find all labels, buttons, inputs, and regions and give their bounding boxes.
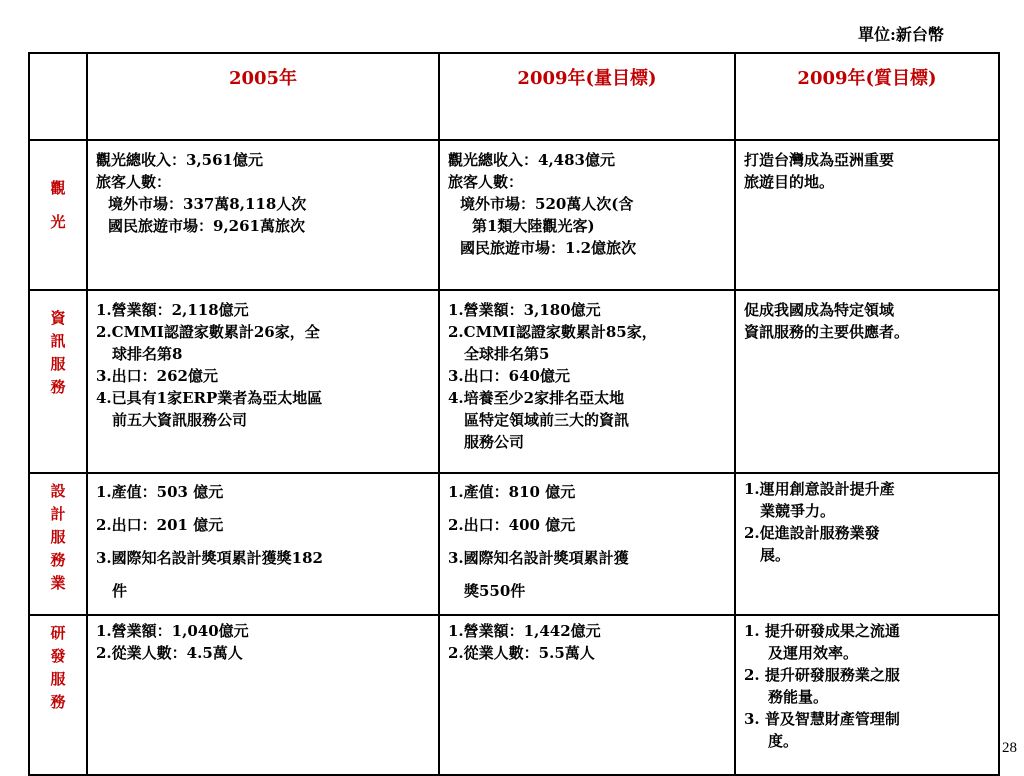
- row-label-rd-services: 研 發 服 務: [29, 615, 87, 775]
- row-label-info-services: 資 訊 服 務: [29, 290, 87, 473]
- header-empty: [29, 53, 87, 140]
- header-2009-quality: 2009年(質目標): [735, 53, 999, 140]
- cell-rd-2005: 1.營業額：1,040億元 2.從業人數：4.5萬人: [87, 615, 439, 775]
- table-row-design-services: [29, 473, 999, 615]
- cell-design-2009-quality: 1.運用創意設計提升產 業競爭力。 2.促進設計服務業發 展。: [735, 473, 999, 615]
- cell-tourism-2005: 觀光總收入：3,561億元 旅客人數： 境外市場：337萬8,118人次 國民旅遊市場：9,261萬旅次: [87, 140, 439, 290]
- unit-label: 單位:新台幣: [858, 25, 944, 44]
- cell-info-2009-quality: 促成我國成為特定領域 資訊服務的主要供應者。: [735, 290, 999, 473]
- row-label-tourism: 觀 光: [29, 140, 87, 290]
- page-number: 28: [1002, 740, 1017, 756]
- cell-rd-2009-quality: 1. 提升研發成果之流通 及運用效率。 2. 提升研發服務業之服 務能量。 3. 普及智慧財產管理制 度。: [735, 615, 999, 775]
- goals-table: [28, 52, 1000, 776]
- cell-tourism-2009-quantity: 觀光總收入：4,483億元 旅客人數： 境外市場：520萬人次(含 第1類大陸觀光客) 國民旅遊市場：1.2億旅次: [439, 140, 735, 290]
- header-2005: 2005年: [87, 53, 439, 140]
- cell-info-2009-quantity: 1.營業額：3,180億元 2.CMMI認證家數累計85家， 全球排名第5 3.出口：640億元 4.培養至少2家排名亞太地 區特定領域前三大的資訊 服務公司: [439, 290, 735, 473]
- cell-tourism-2009-quality: 打造台灣成為亞洲重要 旅遊目的地。: [735, 140, 999, 290]
- table-header-row: [29, 53, 999, 140]
- table-row-info-services: [29, 290, 999, 473]
- row-label-design-services: 設 計 服 務 業: [29, 473, 87, 615]
- table-row-tourism: [29, 140, 999, 290]
- header-2009-quantity: 2009年(量目標): [439, 53, 735, 140]
- table-row-rd-services: [29, 615, 999, 775]
- cell-design-2009-quantity: 1.產值：810 億元 2.出口：400 億元 3.國際知名設計獎項累計獲 獎550件: [439, 473, 735, 615]
- cell-rd-2009-quantity: 1.營業額：1,442億元 2.從業人數：5.5萬人: [439, 615, 735, 775]
- cell-info-2005: 1.營業額：2,118億元 2.CMMI認證家數累計26家，全 球排名第8 3.出口：262億元 4.已具有1家ERP業者為亞太地區 前五大資訊服務公司: [87, 290, 439, 473]
- cell-design-2005: 1.產值：503 億元 2.出口：201 億元 3.國際知名設計獎項累計獲獎182 件: [87, 473, 439, 615]
